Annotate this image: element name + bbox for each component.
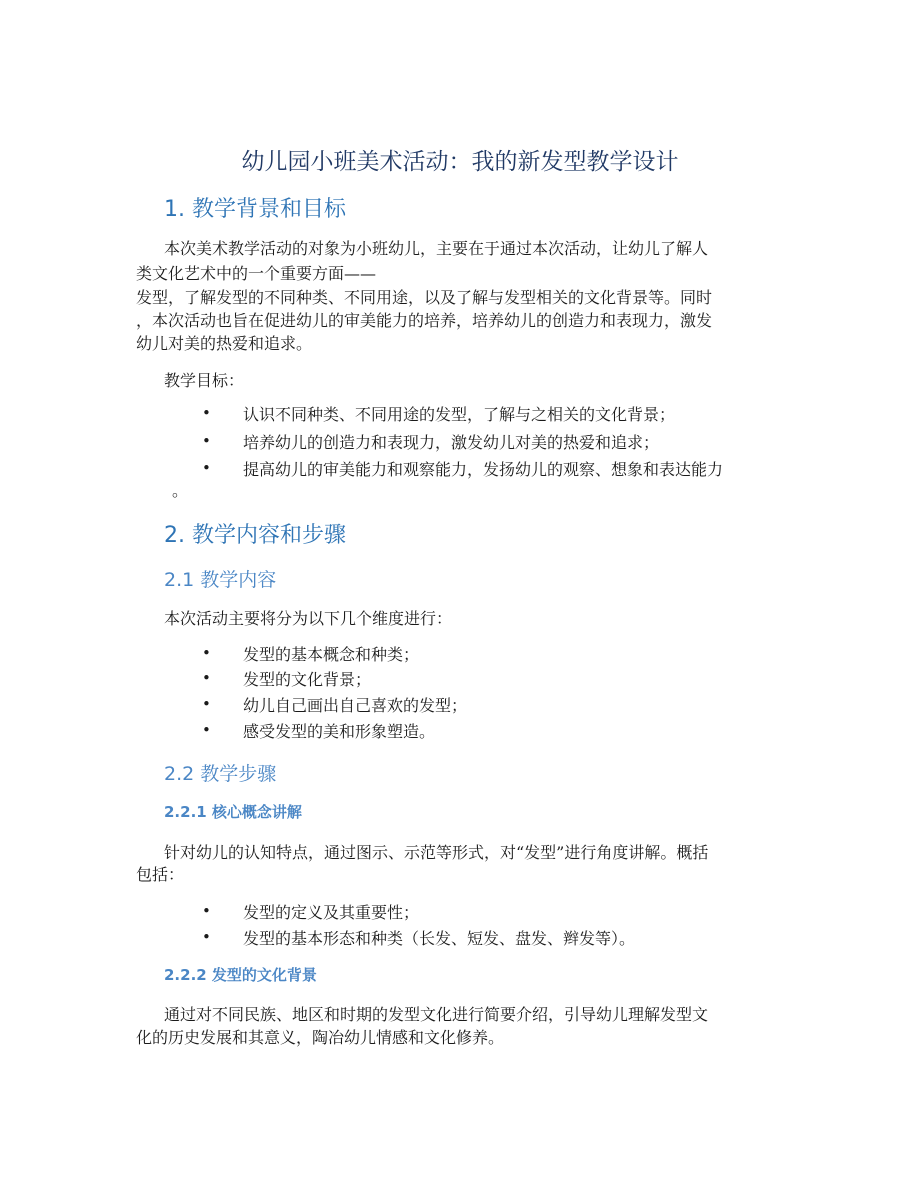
paragraph-line: 包括： [136, 865, 185, 884]
content-item: 发型的基本概念和种类； [243, 645, 420, 664]
bullet-icon: • [202, 459, 211, 477]
paragraph-line: ，本次活动也旨在促进幼儿的审美能力的培养，培养幼儿的创造力和表现力，激发 [136, 311, 713, 330]
step-item: 发型的定义及其重要性； [243, 903, 420, 922]
goal-item: 认识不同种类、不同用途的发型，了解与之相关的文化背景； [243, 405, 676, 424]
step-item: 发型的基本形态和种类（长发、短发、盘发、辫发等）。 [243, 929, 636, 948]
goal-item-tail: 。 [172, 481, 189, 500]
bullet-icon: • [202, 928, 211, 946]
section-2-2-1-heading: 2.2.1 核心概念讲解 [164, 803, 302, 821]
goal-item: 培养幼儿的创造力和表现力，激发幼儿对美的热爱和追求； [243, 433, 660, 452]
goals-label: 教学目标： [164, 371, 245, 390]
bullet-icon: • [202, 644, 211, 662]
section-1-heading: 1. 教学背景和目标 [164, 197, 346, 222]
bullet-icon: • [202, 902, 211, 920]
paragraph-line: 本次美术教学活动的对象为小班幼儿，主要在于通过本次活动，让幼儿了解人 [164, 239, 709, 258]
paragraph-line: 幼儿对美的热爱和追求。 [136, 334, 313, 353]
content-item: 感受发型的美和形象塑造。 [243, 722, 436, 741]
section-2-2-heading: 2.2 教学步骤 [164, 763, 277, 785]
paragraph-line: 通过对不同民族、地区和时期的发型文化进行简要介绍，引导幼儿理解发型文 [164, 1005, 709, 1024]
bullet-icon: • [202, 721, 211, 739]
paragraph-line: 针对幼儿的认知特点，通过图示、示范等形式，对“发型”进行角度讲解。概括 [164, 843, 709, 862]
document-title: 幼儿园小班美术活动：我的新发型教学设计 [241, 149, 679, 175]
bullet-icon: • [202, 695, 211, 713]
content-item: 发型的文化背景； [243, 670, 372, 689]
paragraph-line: 化的历史发展和其意义，陶冶幼儿情感和文化修养。 [136, 1028, 505, 1047]
goal-item: 提高幼儿的审美能力和观察能力，发扬幼儿的观察、想象和表达能力 [243, 460, 724, 479]
paragraph-line: 本次活动主要将分为以下几个维度进行： [164, 609, 453, 628]
bullet-icon: • [202, 669, 211, 687]
content-item: 幼儿自己画出自己喜欢的发型； [243, 696, 468, 715]
section-2-heading: 2. 教学内容和步骤 [164, 523, 346, 548]
bullet-icon: • [202, 432, 211, 450]
paragraph-line: 发型，了解发型的不同种类、不同用途，以及了解与发型相关的文化背景等。同时 [136, 288, 713, 307]
paragraph-line: 类文化艺术中的一个重要方面—— [136, 264, 377, 283]
bullet-icon: • [202, 404, 211, 422]
section-2-1-heading: 2.1 教学内容 [164, 569, 277, 591]
section-2-2-2-heading: 2.2.2 发型的文化背景 [164, 966, 317, 984]
